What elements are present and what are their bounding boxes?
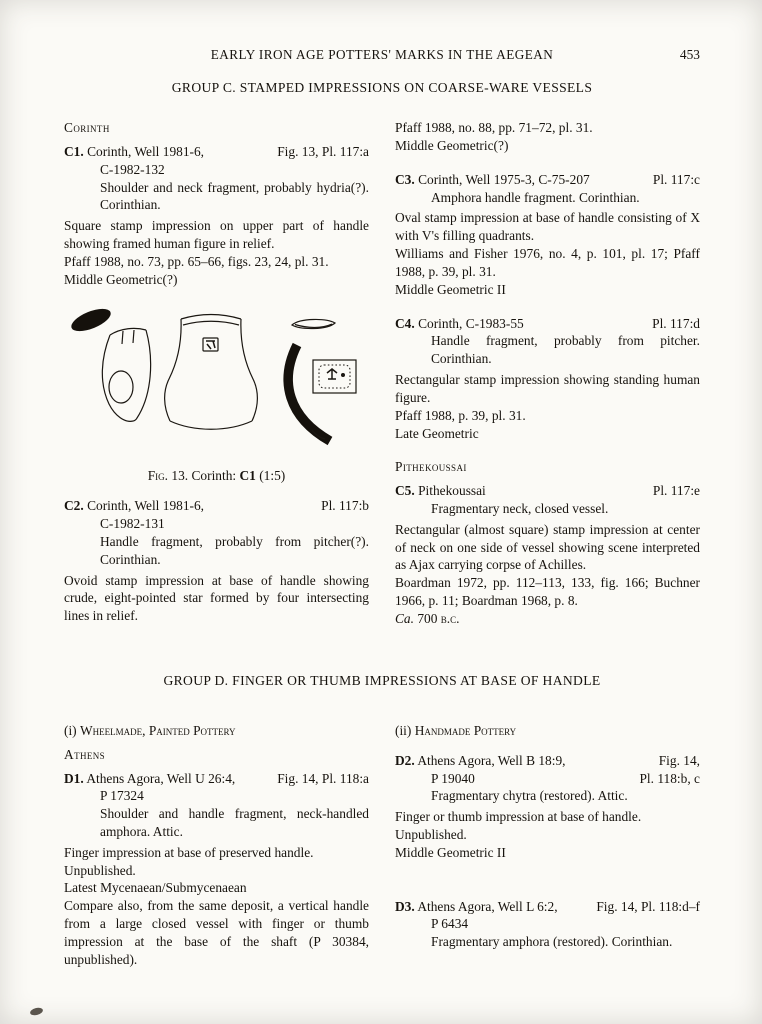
entry-number: D3.	[395, 898, 415, 914]
entry-title-line	[395, 752, 572, 770]
entry-number: C2.	[64, 498, 84, 514]
group-c-left-column	[64, 119, 369, 625]
entry-plate-refs: Fig. 14, Pl. 118:d–f	[596, 898, 700, 914]
entry-plate-refs: Pl. 117:d	[652, 315, 700, 331]
group-c-title: GROUP C. STAMPED IMPRESSIONS ON COARSE-WARE VESSELS	[171, 80, 593, 95]
entry-title-line	[395, 171, 596, 189]
entry-title-line	[395, 898, 564, 916]
entry-heading	[395, 752, 700, 770]
entry-bibliography: Williams and Fisher 1976, no. 4, p. 101, pl. 17; Pfaff 1988, p. 39, pl. 31.	[395, 246, 700, 279]
group-d-right-column	[395, 722, 700, 951]
group-c-right-column	[395, 119, 700, 628]
catalog-entry-d2	[395, 752, 700, 862]
catalog-entry-c3	[395, 171, 700, 299]
entry-number: D1.	[64, 770, 84, 786]
entry-number: C4.	[395, 315, 415, 331]
entry-c2-bibliography-continued: Pfaff 1988, no. 88, pp. 71–72, pl. 31.	[395, 120, 593, 136]
entry-description: Fragmentary neck, closed vessel.	[431, 500, 609, 516]
figure-13-caption	[64, 467, 369, 485]
entry-date	[395, 610, 700, 628]
entry-body: Finger or thumb impression at base of handle.	[395, 809, 642, 825]
handle-section-blob	[68, 304, 113, 335]
catalog-entry-c2	[64, 497, 369, 625]
entry-plate-refs: Pl. 118:b, c	[639, 770, 700, 786]
catalog-entry-d3	[395, 898, 700, 951]
entry-description: Fragmentary chytra (restored). Attic.	[431, 788, 628, 804]
entry-title-line	[395, 315, 530, 333]
entry-heading	[395, 482, 700, 500]
subsection-handmade	[395, 722, 700, 740]
entry-plate-refs: Fig. 14, Pl. 118:a	[277, 770, 369, 786]
entry-title: Corinth, Well 1981-6,	[87, 498, 205, 514]
entry-inventory: C-1982-132	[100, 161, 165, 177]
page-number: 453	[679, 47, 700, 62]
group-c-columns	[64, 119, 700, 628]
entry-date: Middle Geometric II	[395, 844, 506, 860]
entry-body: Finger impression at base of preserved handle.	[64, 844, 314, 860]
entry-bibliography: Pfaff 1988, p. 39, pl. 31.	[395, 407, 526, 423]
catalog-entry-d1	[64, 770, 369, 969]
entry-bibliography: Unpublished.	[395, 827, 467, 842]
entry-description: Amphora handle fragment. Corinthian.	[431, 189, 640, 205]
entry-heading-line2	[395, 770, 700, 788]
entry-title-line	[64, 497, 210, 515]
entry-description: Shoulder and handle fragment, neck-handled amphora. Attic.	[100, 806, 369, 839]
caption-scale: (1:5)	[259, 468, 286, 484]
entry-title: Corinth, Well 1975-3, C-75-207	[418, 171, 590, 187]
entry-plate-refs: Pl. 117:c	[652, 171, 700, 187]
entry-body: Square stamp impression on upper part of handle showing framed human figure in relief.	[64, 218, 369, 252]
entry-title-line	[64, 770, 241, 788]
entry-heading	[64, 143, 369, 161]
entry-date: Middle Geometric(?)	[64, 271, 178, 287]
entry-date-ca: Ca.	[395, 610, 414, 626]
entry-date: Latest Mycenaean/Submycenaean	[64, 880, 247, 896]
figure-13	[64, 303, 369, 486]
entry-number: C1.	[64, 143, 84, 159]
entry-bibliography: Boardman 1972, pp. 112–113, 133, fig. 166; Buchner 1966, p. 11; Boardman 1968, p. 8.	[395, 575, 700, 609]
entry-bibliography: Pfaff 1988, no. 73, pp. 65–66, figs. 23, 24, pl. 31.	[64, 253, 329, 269]
entry-title: Pithekoussai	[418, 483, 486, 499]
entry-title: Athens Agora, Well L 6:2,	[417, 898, 558, 914]
entry-number: C3.	[395, 171, 415, 187]
figure-13-drawing	[64, 303, 364, 455]
entry-date-bc: b.c.	[440, 610, 460, 626]
entry-inventory: P 6434	[431, 916, 469, 932]
subsection-label: Handmade Pottery	[414, 722, 517, 738]
entry-note: Compare also, from the same deposit, a vertical handle from a large closed vessel with finger or thumb impression at the base of the shaft (P 30384, unpublished).	[64, 898, 369, 967]
entry-description: Handle fragment, probably from pitcher(?). Corinthian.	[100, 533, 369, 567]
entry-body: Oval stamp impression at base of handle consisting of X with V's filling quadrants.	[395, 210, 700, 244]
entry-bibliography: Unpublished.	[64, 862, 136, 878]
entry-c2-date-continued: Middle Geometric(?)	[395, 137, 509, 153]
entry-title-line	[64, 143, 210, 161]
entry-plate-refs: Pl. 117:e	[652, 483, 700, 499]
entry-date: Middle Geometric II	[395, 281, 506, 297]
entry-inventory: P 17324	[100, 788, 144, 804]
group-d-left-column	[64, 722, 369, 969]
entry-title: Corinth, C-1983-55	[418, 315, 524, 331]
site-heading-athens: Athens	[64, 746, 106, 762]
entry-heading	[64, 497, 369, 515]
subsection-prefix: (ii)	[395, 722, 415, 738]
entry-title-line	[395, 482, 492, 500]
entry-plate-refs: Fig. 14,	[658, 752, 700, 768]
entry-title: Athens Agora, Well B 18:9,	[417, 752, 566, 768]
entry-title: Athens Agora, Well U 26:4,	[86, 770, 236, 786]
entry-body: Rectangular stamp impression showing standing human figure.	[395, 372, 700, 405]
caption-fig-label: Fig. 13.	[147, 468, 189, 484]
group-d-columns	[64, 722, 700, 969]
group-d-title: GROUP D. FINGER OR THUMB IMPRESSIONS AT BASE OF HANDLE	[163, 672, 601, 688]
entry-description: Shoulder and neck fragment, probably hydria(?). Corinthian.	[100, 179, 369, 213]
entry-description: Handle fragment, probably from pitcher. Corinthian.	[431, 333, 700, 367]
entry-number: C5.	[395, 483, 415, 499]
entry-body: Rectangular (almost square) stamp impression at center of neck on one side of vessel showing scene interpreted as Ajax carrying corpse of Achilles.	[395, 521, 700, 573]
entry-body: Ovoid stamp impression at base of handle showing crude, eight-pointed star formed by four intersecting lines in relief.	[64, 572, 369, 624]
entry-heading	[395, 315, 700, 333]
entry-description: Fragmentary amphora (restored). Corinthian.	[431, 934, 673, 950]
entry-plate-refs: Fig. 13, Pl. 117:a	[277, 143, 369, 159]
entry-heading	[395, 171, 700, 189]
catalog-entry-c4	[395, 315, 700, 443]
caption-site: Corinth:	[191, 468, 237, 484]
running-head: EARLY IRON AGE POTTERS' MARKS IN THE AEGEAN	[210, 47, 554, 62]
scan-artifact	[29, 1007, 43, 1017]
entry-date: Late Geometric	[395, 425, 479, 441]
caption-number: C1	[239, 468, 256, 484]
entry-plate-refs: Pl. 117:b	[321, 498, 369, 514]
subsection-wheelmade	[64, 722, 369, 740]
subsection-prefix: (i)	[64, 722, 80, 738]
site-heading-pithekoussai: Pithekoussai	[395, 459, 467, 475]
entry-heading	[64, 770, 369, 788]
entry-heading	[395, 898, 700, 916]
running-head-row	[64, 46, 700, 64]
entry-title: Corinth, Well 1981-6,	[87, 143, 205, 159]
subsection-label: Wheelmade, Painted Pottery	[80, 722, 236, 738]
entry-number: D2.	[395, 752, 415, 768]
entry-inventory: C-1982-131	[100, 516, 165, 532]
entry-date-year: 700	[413, 610, 441, 626]
catalog-entry-c5	[395, 482, 700, 628]
entry-inventory: P 19040	[431, 770, 475, 786]
catalog-entry-c1	[64, 143, 369, 289]
site-heading-corinth: Corinth	[64, 120, 110, 136]
